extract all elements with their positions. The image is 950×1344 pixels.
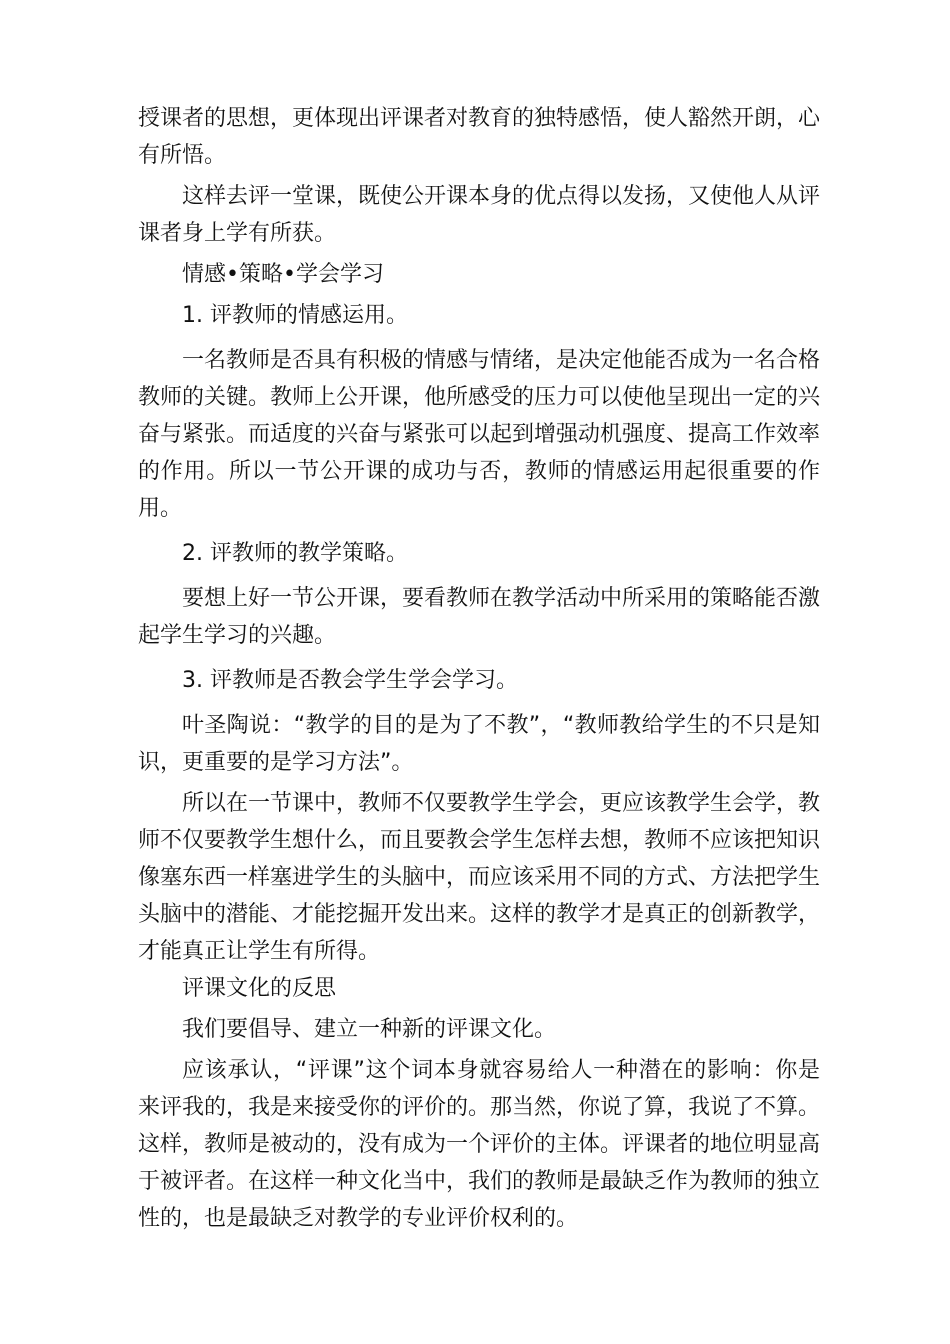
paragraph: 应该承认，“评课”这个词本身就容易给人一种潜在的影响：你是来评我的，我是来接受你的评价的。那当然，你说了算，我说了不算。这样，教师是被动的，没有成为一个评价的主体。评课者的地位明显高于被评者。在这样一种文化当中，我们的教师是最缺乏作为教师的独立性的，也是最缺乏对教学的专业评价权利的。 xyxy=(138,1058,821,1231)
document-body xyxy=(138,100,820,1237)
paragraph: 叶圣陶说：“教学的目的是为了不教”，“教师教给学生的不只是知识，更重要的是学习方法”。 xyxy=(138,713,820,775)
numbered-heading: 1. 评教师的情感运用。 xyxy=(182,303,408,328)
numbered-heading: 2. 评教师的教学策略。 xyxy=(182,541,408,566)
section-heading: 评课文化的反思 xyxy=(182,976,337,1001)
paragraph: 要想上好一节公开课，要看教师在教学活动中所采用的策略能否激起学生学习的兴趣。 xyxy=(138,586,821,648)
paragraph: 所以在一节课中，教师不仅要教学生学会，更应该教学生会学，教师不仅要教学生想什么，而且要教会学生怎样去想，教师不应该把知识像塞东西一样塞进学生的头脑中，而应该采用不同的方式、方法把学生头脑中的潜能、才能挖掘开发出来。这样的教学才是真正的创新教学，才能真正让学生有所得。 xyxy=(138,791,821,964)
numbered-heading: 3. 评教师是否教会学生学会学习。 xyxy=(182,668,518,693)
paragraph: 一名教师是否具有积极的情感与情绪，是决定他能否成为一名合格教师的关键。教师上公开课，他所感受的压力可以使他呈现出一定的兴奋与紧张。而适度的兴奋与紧张可以起到增强动机强度、提高工作效率的作用。所以一节公开课的成功与否，教师的情感运用起很重要的作用。 xyxy=(138,348,821,521)
paragraph-continuation: 授课者的思想，更体现出评课者对教育的独特感悟，使人豁然开朗，心有所悟。 xyxy=(138,106,821,168)
paragraph: 这样去评一堂课，既使公开课本身的优点得以发扬，又使他人从评课者身上学有所获。 xyxy=(138,184,821,246)
paragraph: 我们要倡导、建立一种新的评课文化。 xyxy=(182,1017,557,1042)
section-heading: 情感•策略•学会学习 xyxy=(182,262,384,287)
